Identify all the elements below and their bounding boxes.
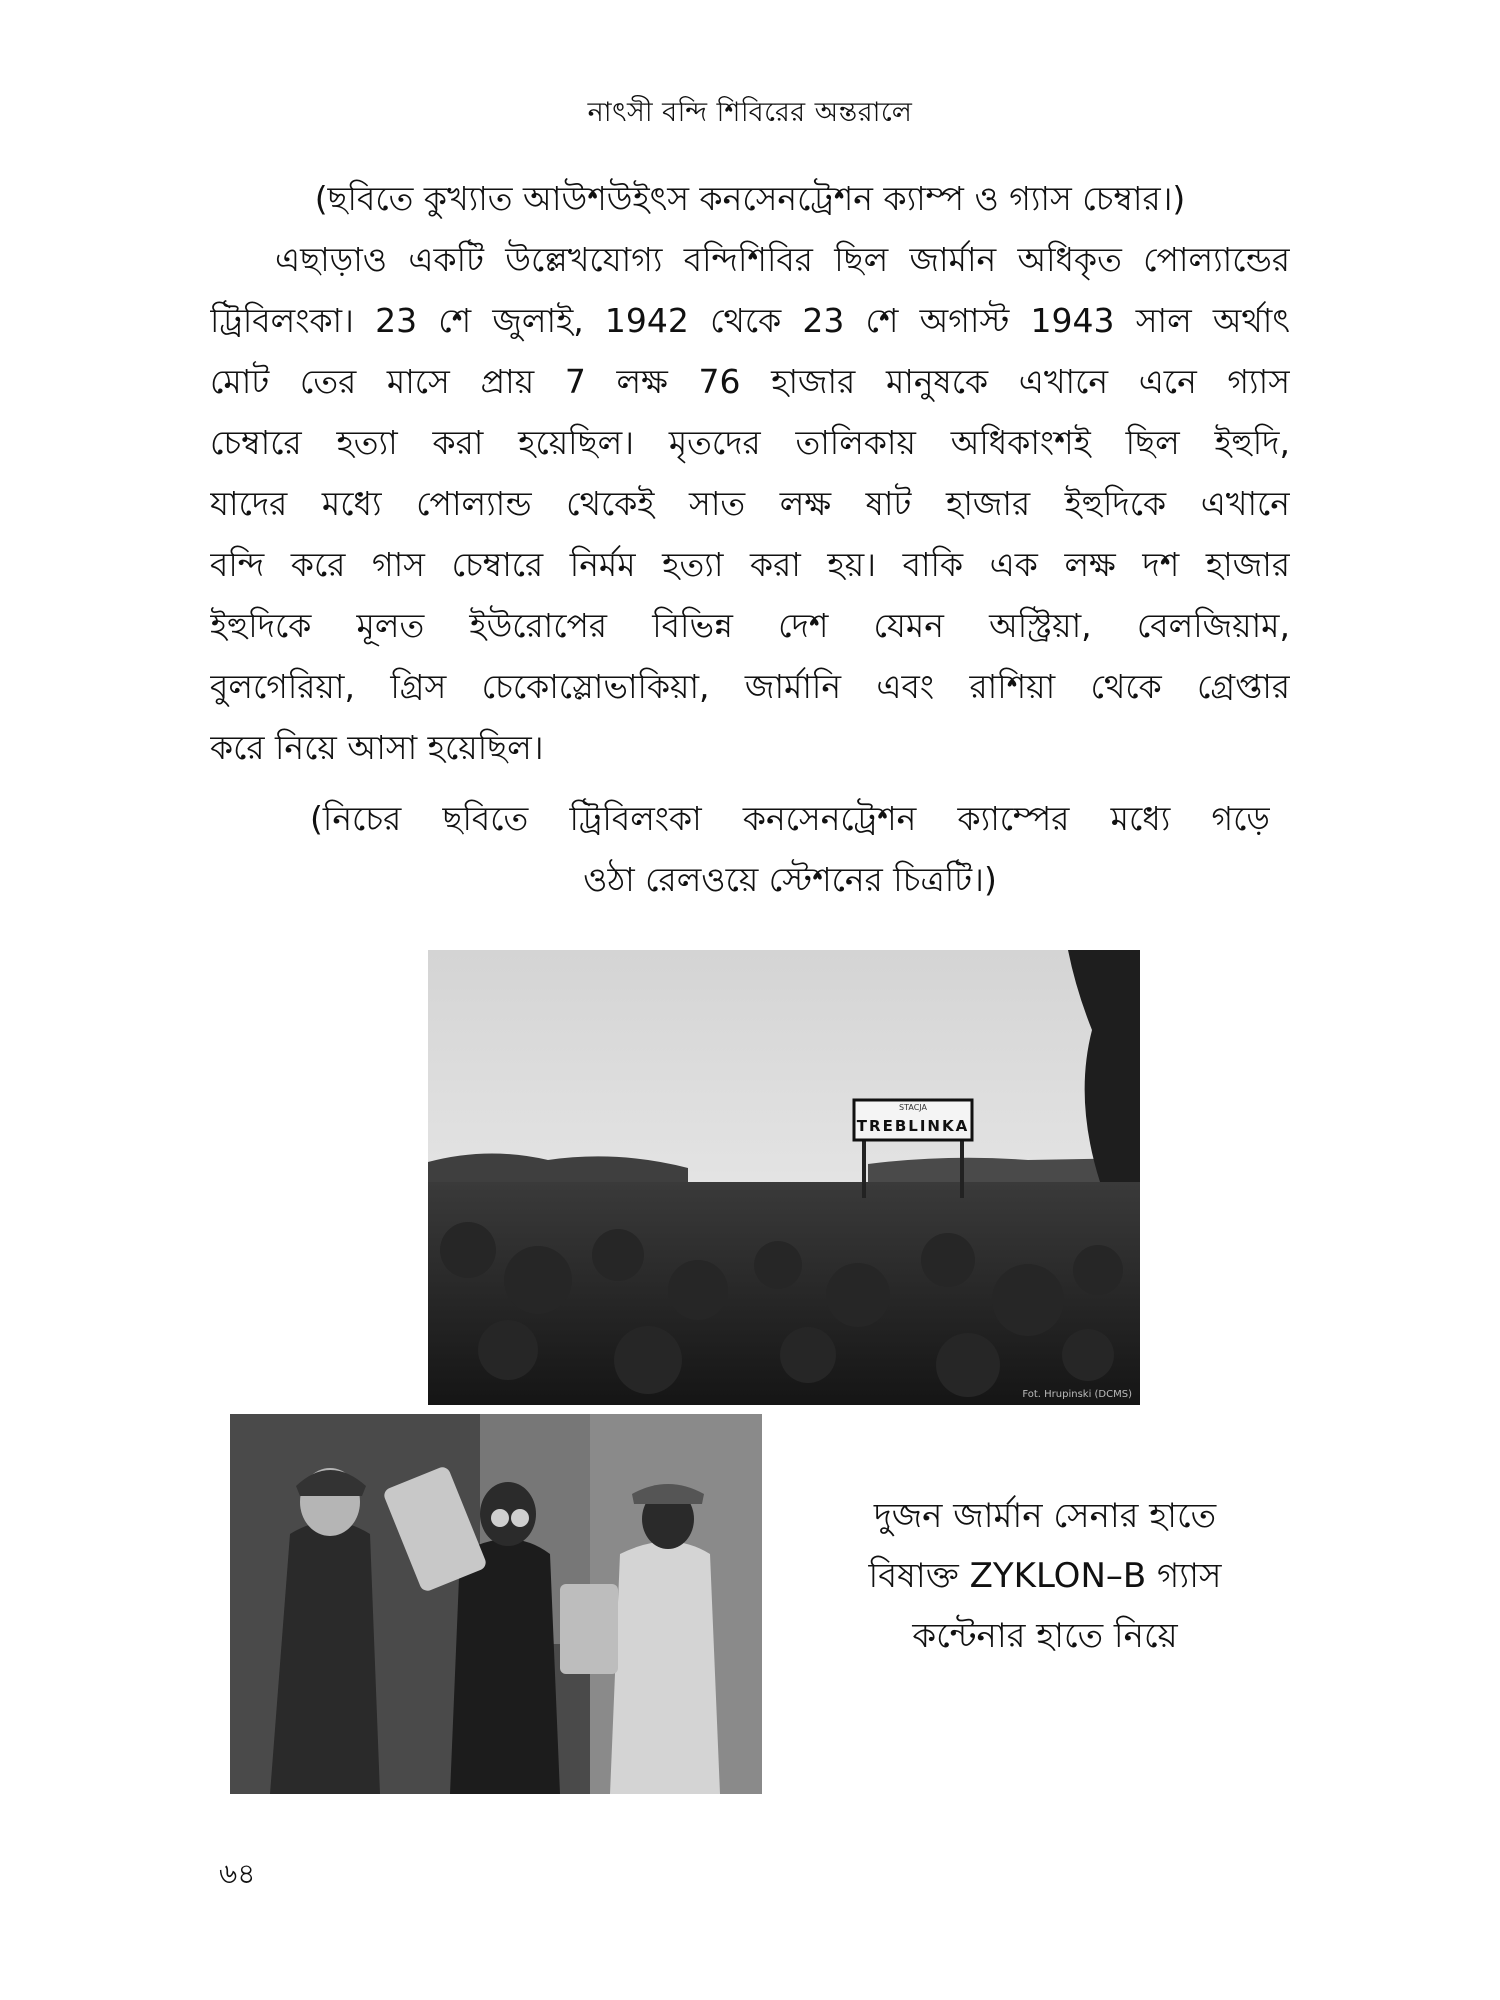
running-header: নাৎসী বন্দি শিবিরের অন্তরালে (587, 97, 913, 128)
paragraph-line: করে নিয়ে আসা হয়েছিল। (210, 728, 544, 767)
photo-credit: Fot. Hrupinski (DCMS) (1022, 1389, 1132, 1400)
soldiers-zyklon-photo (230, 1414, 762, 1794)
caption-line: দুজন জার্মান সেনার হাতে (873, 1496, 1217, 1536)
caption-line: (নিচের ছবিতে ট্রিবিলংকা কনসেনট্রেশন ক্যাম্পের মধ্যে গড়ে (310, 799, 1270, 838)
soldiers-photo-caption (810, 1486, 1280, 1666)
paragraph-line: এছাড়াও একটি উল্লেখযোগ্য বন্দিশিবির ছিল জার্মান অধিকৃত পোল্যান্ডের (275, 240, 1290, 279)
sign-small-text: STACJA (899, 1103, 927, 1112)
caption-line: কন্টেনার হাতে নিয়ে (912, 1616, 1178, 1656)
paragraph-line: ইহুদিকে মূলত ইউরোপের বিভিন্ন দেশ যেমন অস্ট্রিয়া, বেলজিয়াম, (210, 606, 1290, 645)
photo-caption-treblinka (310, 788, 1270, 910)
paragraph-line: বুলগেরিয়া, গ্রিস চেকোস্লোভাকিয়া, জার্মানি এবং রাশিয়া থেকে গ্রেপ্তার (210, 667, 1290, 706)
paragraph-line: ট্রিবিলংকা। 23 শে জুলাই, 1942 থেকে 23 শে অগাস্ট 1943 সাল অর্থাৎ (210, 301, 1290, 340)
page-number: ৬৪ (219, 1857, 256, 1890)
paragraph-line: চেম্বারে হত্যা করা হয়েছিল। মৃতদের তালিকায় অধিকাংশই ছিল ইহুদি, (210, 423, 1290, 462)
gas-canister (560, 1584, 618, 1674)
treblinka-photo-art (428, 950, 1140, 1405)
sign-post (862, 1132, 866, 1198)
caption-line: বিষাক্ত ZYKLON–B গ্যাস (868, 1556, 1222, 1596)
treblinka-station-photo (428, 950, 1140, 1405)
sign-text: TREBLINKA (856, 1117, 970, 1135)
soldiers-photo-art (230, 1414, 762, 1794)
caption-line: ওঠা রেলওয়ে স্টেশনের চিত্রটি।) (583, 860, 997, 899)
paragraph-line: মোট তের মাসে প্রায় 7 লক্ষ 76 হাজার মানুষকে এখানে এনে গ্যাস (210, 362, 1290, 401)
body-text (210, 168, 1290, 778)
sign-post (960, 1132, 964, 1198)
paragraph-line: যাদের মধ্যে পোল্যান্ড থেকেই সাত লক্ষ ষাট হাজার ইহুদিকে এখানে (210, 484, 1290, 523)
paragraph-line: বন্দি করে গাস চেম্বারে নির্মম হত্যা করা হয়। বাকি এক লক্ষ দশ হাজার (210, 545, 1290, 584)
photo-caption-auschwitz: (ছবিতে কুখ্যাত আউশউইৎস কনসেনট্রেশন ক্যাম্প ও গ্যাস চেম্বার।) (314, 179, 1186, 218)
